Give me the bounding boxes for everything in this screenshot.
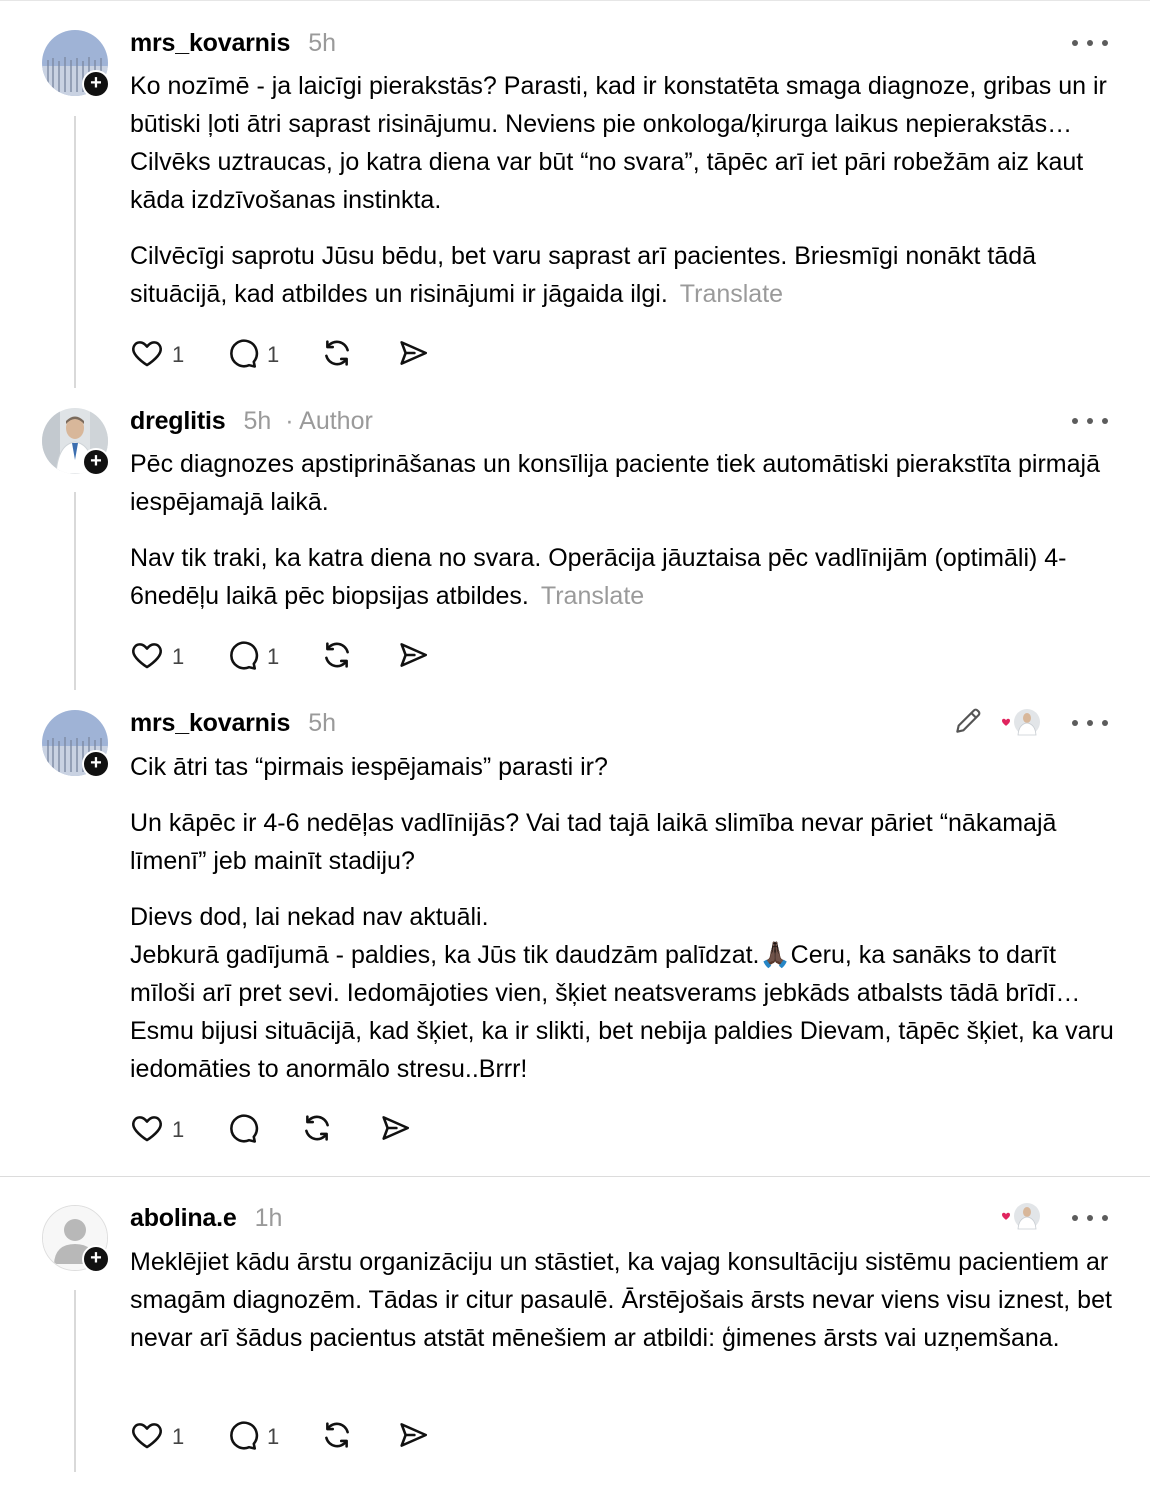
like-count: 1 bbox=[172, 342, 185, 367]
post-text: Dievs dod, lai nekad nav aktuāli. bbox=[130, 903, 489, 931]
thread-line bbox=[74, 492, 76, 690]
comment-icon bbox=[225, 336, 259, 375]
thread-line bbox=[74, 116, 76, 388]
post-header bbox=[130, 23, 336, 63]
like-button[interactable] bbox=[130, 637, 184, 677]
avatar-wrap[interactable] bbox=[42, 408, 108, 474]
follow-plus-icon[interactable]: + bbox=[82, 1245, 110, 1273]
post-text: Nav tik traki, ka katra diena no svara. Operācija jāuztaisa pēc vadlīnijām (optimāli) 4-6nedēļu laikā pēc biopsijas atbildes. bbox=[130, 544, 1067, 610]
send-icon bbox=[396, 336, 430, 375]
post-header bbox=[130, 1198, 282, 1238]
like-count: 1 bbox=[172, 1424, 185, 1449]
follow-plus-icon[interactable]: + bbox=[82, 750, 110, 778]
post-header-actions bbox=[1000, 1201, 1042, 1235]
reply-button[interactable] bbox=[225, 1110, 259, 1150]
send-icon bbox=[378, 1111, 412, 1150]
reply-count: 1 bbox=[267, 342, 280, 367]
send-icon bbox=[396, 638, 430, 677]
comment-icon bbox=[225, 1418, 259, 1457]
translate-link[interactable]: Translate bbox=[540, 582, 645, 610]
follow-plus-icon[interactable]: + bbox=[82, 70, 110, 98]
heart-icon bbox=[130, 638, 164, 677]
reply-count: 1 bbox=[267, 1424, 280, 1449]
post-paragraph bbox=[130, 237, 1120, 313]
post-header-actions bbox=[952, 705, 1042, 742]
post-header bbox=[130, 703, 336, 743]
more-dots-icon[interactable] bbox=[1072, 717, 1108, 729]
timestamp[interactable]: 1h bbox=[254, 1203, 283, 1232]
send-icon bbox=[396, 1418, 430, 1457]
more-dots-icon[interactable] bbox=[1072, 1212, 1108, 1224]
like-count: 1 bbox=[172, 1117, 185, 1142]
post-body bbox=[130, 748, 1120, 1106]
post-paragraph: Meklējiet kādu ārstu organizāciju un stāstiet, ka vajag konsultāciju sistēmu pacientiem ar smagām diagnozēm. Tādas ir citur pasaulē. Ārstējošais ārsts nevar viens visu iznest, bet nevar arī šādus pacientus atstāt mēnešiem ar atbildi: ģimenes ārsts vai uzņemšana. bbox=[130, 1248, 1112, 1352]
post-text: Ceru, ka sanāks to darīt mīloši arī pret sevi. Iedomājoties vien, šķiet neatsverams jebkāds atbalsts tādā brīdī… Esmu bijusi situācijā, kad šķiet, ka ir slikti, bet nebija paldies Dievam, tāpēc šķiet, ka varu iedomāties to anormālo stresu..Brrr! bbox=[130, 941, 1114, 1083]
post-body bbox=[130, 445, 1120, 633]
timestamp[interactable]: 5h bbox=[243, 406, 272, 435]
repost-button[interactable] bbox=[320, 335, 354, 375]
heart-icon bbox=[130, 336, 164, 375]
reply-button[interactable] bbox=[225, 637, 279, 677]
share-button[interactable] bbox=[396, 637, 430, 677]
repost-icon bbox=[320, 1418, 354, 1457]
like-count: 1 bbox=[172, 644, 185, 669]
username[interactable]: abolina.e bbox=[130, 1203, 237, 1232]
praying-hands-emoji: 🙏🏿 bbox=[759, 941, 791, 969]
share-button[interactable] bbox=[396, 1417, 430, 1457]
thread-line bbox=[74, 1290, 76, 1472]
username[interactable]: mrs_kovarnis bbox=[130, 708, 291, 737]
username[interactable]: mrs_kovarnis bbox=[130, 28, 291, 57]
post-paragraph bbox=[130, 898, 1120, 1088]
avatar-wrap[interactable] bbox=[42, 1205, 108, 1271]
reply-count: 1 bbox=[267, 644, 280, 669]
liked-by-author-avatar[interactable] bbox=[1000, 1201, 1042, 1235]
comment-icon bbox=[225, 1111, 259, 1150]
post-paragraph: Cik ātri tas “pirmais iespējamais” parasti ir? bbox=[130, 753, 608, 781]
repost-button[interactable] bbox=[320, 1417, 354, 1457]
post-text: Jebkurā gadījumā - paldies, ka Jūs tik daudzām palīdzat. bbox=[130, 941, 760, 969]
share-button[interactable] bbox=[378, 1110, 412, 1150]
author-badge: · Author bbox=[285, 406, 373, 435]
liked-by-author-avatar[interactable] bbox=[1000, 707, 1042, 741]
top-divider bbox=[0, 0, 1150, 1]
post-paragraph: Un kāpēc ir 4-6 nedēļas vadlīnijās? Vai tad tajā laikā slimība nevar pāriet “nākamajā līmenī” jeb mainīt stadiju? bbox=[130, 809, 1057, 875]
repost-icon bbox=[300, 1111, 334, 1150]
heart-icon bbox=[130, 1111, 164, 1150]
pencil-icon[interactable] bbox=[952, 705, 984, 742]
post-paragraph bbox=[130, 539, 1120, 615]
like-button[interactable] bbox=[130, 1417, 184, 1457]
share-button[interactable] bbox=[396, 335, 430, 375]
repost-icon bbox=[320, 638, 354, 677]
follow-plus-icon[interactable]: + bbox=[82, 448, 110, 476]
repost-icon bbox=[320, 336, 354, 375]
repost-button[interactable] bbox=[320, 637, 354, 677]
like-button[interactable] bbox=[130, 335, 184, 375]
timestamp[interactable]: 5h bbox=[308, 28, 337, 57]
like-button[interactable] bbox=[130, 1110, 184, 1150]
post-body bbox=[130, 67, 1120, 331]
post-paragraph: Pēc diagnozes apstiprināšanas un konsīlija paciente tiek automātiski pierakstīta pirmajā iespējamajā laikā. bbox=[130, 450, 1100, 516]
translate-link[interactable]: Translate bbox=[679, 280, 784, 308]
avatar-wrap[interactable] bbox=[42, 30, 108, 96]
post-text: Cilvēcīgi saprotu Jūsu bēdu, bet varu saprast arī pacientes. Briesmīgi nonākt tādā situācijā, kad atbildes un risinājumi ir jāgaida ilgi. bbox=[130, 242, 1037, 308]
more-dots-icon[interactable] bbox=[1072, 37, 1108, 49]
reply-button[interactable] bbox=[225, 335, 279, 375]
post-divider bbox=[0, 1176, 1150, 1177]
post-body bbox=[130, 1243, 1120, 1375]
reply-button[interactable] bbox=[225, 1417, 279, 1457]
timestamp[interactable]: 5h bbox=[308, 708, 337, 737]
post-header bbox=[130, 401, 373, 441]
heart-icon bbox=[130, 1418, 164, 1457]
more-dots-icon[interactable] bbox=[1072, 415, 1108, 427]
repost-button[interactable] bbox=[300, 1110, 334, 1150]
comment-icon bbox=[225, 638, 259, 677]
username[interactable]: dreglitis bbox=[130, 406, 226, 435]
post-paragraph: Ko nozīmē - ja laicīgi pierakstās? Parasti, kad ir konstatēta smaga diagnoze, gribas un ir būtiski ļoti ātri saprast risinājumu. Neviens pie onkologa/ķirurga laikus nepierakstās… Cilvēks uztraucas, jo katra diena var būt “no svara”, tāpēc arī iet pāri robežām aiz kaut kāda izdzīvošanas instinkta. bbox=[130, 72, 1107, 214]
avatar-wrap[interactable] bbox=[42, 710, 108, 776]
